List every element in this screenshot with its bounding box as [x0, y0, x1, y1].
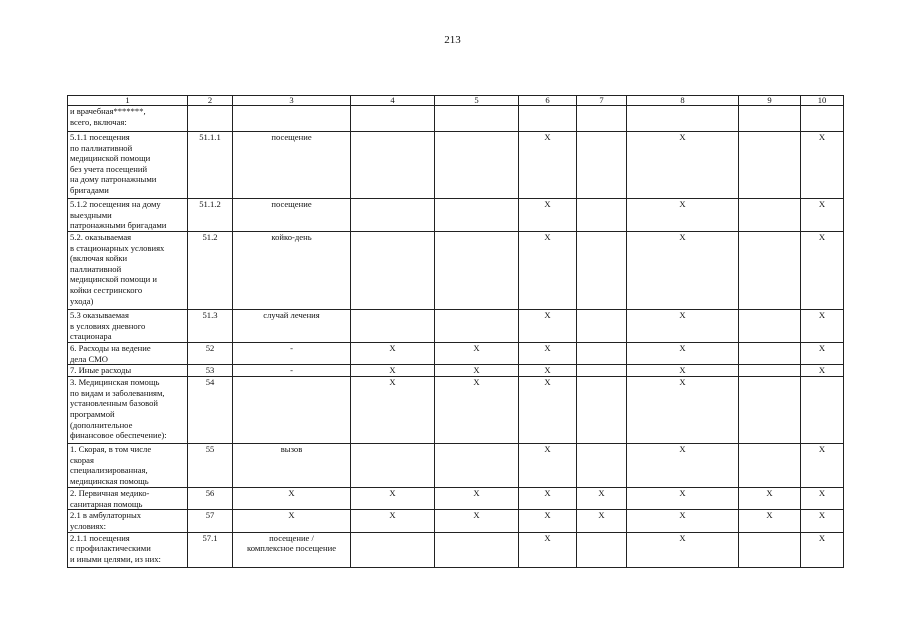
- table-cell: [577, 365, 627, 377]
- row-label: 7. Иные расходы: [68, 365, 188, 377]
- table-cell: X: [519, 132, 577, 199]
- unit-cell: койко-день: [233, 232, 351, 310]
- row-code: 55: [188, 444, 233, 488]
- table-cell: X: [627, 510, 739, 532]
- row-code: 56: [188, 488, 233, 510]
- table-row: [68, 310, 844, 343]
- row-code: 51.2: [188, 232, 233, 310]
- row-code: 51.1.2: [188, 199, 233, 232]
- row-label: и врачебная*******, всего, включая:: [68, 106, 188, 132]
- table-cell: X: [627, 444, 739, 488]
- row-code: 52: [188, 343, 233, 365]
- table-cell: X: [351, 488, 435, 510]
- table-cell: [351, 199, 435, 232]
- column-header: 5: [435, 96, 519, 106]
- table-row: [68, 488, 844, 510]
- table-cell: X: [519, 377, 577, 444]
- table-cell: X: [801, 532, 844, 567]
- row-code: 53: [188, 365, 233, 377]
- table-cell: [577, 532, 627, 567]
- data-table: [67, 95, 844, 568]
- table-cell: X: [627, 199, 739, 232]
- row-label: 5.1.1 посещения по паллиативной медицинской помощи без учета посещений на дому патронажными бригадами: [68, 132, 188, 199]
- table-cell: [739, 132, 801, 199]
- table-cell: X: [519, 310, 577, 343]
- table-cell: X: [435, 510, 519, 532]
- unit-cell: X: [233, 510, 351, 532]
- table-cell: X: [351, 343, 435, 365]
- table-row: [68, 199, 844, 232]
- table-cell: X: [519, 343, 577, 365]
- unit-cell: -: [233, 365, 351, 377]
- table-cell: X: [435, 365, 519, 377]
- table-cell: [435, 310, 519, 343]
- table-cell: [577, 132, 627, 199]
- unit-cell: вызов: [233, 444, 351, 488]
- row-label: 2.1.1 посещения с профилактическими и иными целями, из них:: [68, 532, 188, 567]
- table-cell: X: [351, 377, 435, 444]
- table-cell: [739, 106, 801, 132]
- table-cell: X: [435, 488, 519, 510]
- row-label: 6. Расходы на ведение дела СМО: [68, 343, 188, 365]
- column-header: 3: [233, 96, 351, 106]
- row-code: 57.1: [188, 532, 233, 567]
- table-cell: [577, 232, 627, 310]
- table-cell: [351, 106, 435, 132]
- table-cell: X: [627, 132, 739, 199]
- table-cell: X: [435, 377, 519, 444]
- table-row: [68, 377, 844, 444]
- unit-cell: -: [233, 343, 351, 365]
- table-cell: [577, 444, 627, 488]
- unit-cell: [233, 377, 351, 444]
- table-cell: X: [627, 532, 739, 567]
- unit-cell: [233, 106, 351, 132]
- table-row: [68, 232, 844, 310]
- table-cell: X: [435, 343, 519, 365]
- table-cell: [739, 232, 801, 310]
- table-cell: [627, 106, 739, 132]
- table-cell: [577, 343, 627, 365]
- unit-cell: посещение: [233, 199, 351, 232]
- table-cell: X: [627, 310, 739, 343]
- table-cell: [801, 377, 844, 444]
- row-code: 51.3: [188, 310, 233, 343]
- table-cell: [435, 232, 519, 310]
- column-header: 6: [519, 96, 577, 106]
- table-cell: X: [351, 510, 435, 532]
- page-number: 213: [444, 34, 461, 46]
- row-label: 2. Первичная медико- санитарная помощь: [68, 488, 188, 510]
- table-row: [68, 532, 844, 567]
- table-cell: X: [519, 488, 577, 510]
- table-cell: X: [519, 232, 577, 310]
- row-label: 1. Скорая, в том числе скорая специализированная, медицинская помощь: [68, 444, 188, 488]
- table-cell: X: [519, 199, 577, 232]
- row-code: 51.1.1: [188, 132, 233, 199]
- row-label: 2.1 в амбулаторных условиях:: [68, 510, 188, 532]
- table-cell: [739, 377, 801, 444]
- table-cell: X: [519, 510, 577, 532]
- table-cell: [739, 532, 801, 567]
- column-header: 9: [739, 96, 801, 106]
- table-cell: [435, 106, 519, 132]
- row-label: 5.3 оказываемая в условиях дневного стационара: [68, 310, 188, 343]
- table-row: [68, 365, 844, 377]
- table-cell: X: [519, 444, 577, 488]
- table-cell: X: [739, 488, 801, 510]
- table-cell: [435, 132, 519, 199]
- table-cell: X: [627, 343, 739, 365]
- row-label: 5.1.2 посещения на дому выездными патронажными бригадами: [68, 199, 188, 232]
- table-row: [68, 343, 844, 365]
- table-cell: [577, 106, 627, 132]
- table-cell: X: [577, 510, 627, 532]
- table-cell: [351, 532, 435, 567]
- table-cell: [739, 199, 801, 232]
- table-cell: X: [801, 444, 844, 488]
- table-row: [68, 106, 844, 132]
- table-cell: [435, 532, 519, 567]
- table-cell: X: [351, 365, 435, 377]
- unit-cell: X: [233, 488, 351, 510]
- table-row: [68, 510, 844, 532]
- table-cell: X: [801, 488, 844, 510]
- column-header: 8: [627, 96, 739, 106]
- table-row: [68, 132, 844, 199]
- unit-cell: посещение / комплексное посещение: [233, 532, 351, 567]
- table-cell: X: [739, 510, 801, 532]
- header-row: [68, 96, 844, 106]
- row-code: 57: [188, 510, 233, 532]
- table-cell: X: [627, 232, 739, 310]
- table-cell: X: [801, 310, 844, 343]
- row-label: 3. Медицинская помощь по видам и заболеваниям, установленным базовой программой (дополнительное финансовое обеспечение):: [68, 377, 188, 444]
- table-cell: [351, 232, 435, 310]
- table-cell: X: [801, 365, 844, 377]
- column-header: 2: [188, 96, 233, 106]
- column-header: 1: [68, 96, 188, 106]
- table-cell: [739, 343, 801, 365]
- table-cell: [351, 310, 435, 343]
- table-cell: X: [801, 343, 844, 365]
- table-cell: X: [801, 510, 844, 532]
- table-cell: X: [801, 132, 844, 199]
- table-cell: X: [801, 232, 844, 310]
- table-cell: [577, 377, 627, 444]
- table-cell: X: [519, 532, 577, 567]
- table-cell: X: [801, 199, 844, 232]
- table-cell: [739, 310, 801, 343]
- table-cell: X: [627, 365, 739, 377]
- table-cell: X: [627, 488, 739, 510]
- row-code: 54: [188, 377, 233, 444]
- row-label: 5.2. оказываемая в стационарных условиях (включая койки паллиативной медицинской помощи и койки сестринского ухода): [68, 232, 188, 310]
- table-cell: [577, 310, 627, 343]
- unit-cell: случай лечения: [233, 310, 351, 343]
- table-cell: X: [627, 377, 739, 444]
- unit-cell: посещение: [233, 132, 351, 199]
- table-row: [68, 444, 844, 488]
- table-cell: [739, 365, 801, 377]
- column-header: 7: [577, 96, 627, 106]
- column-header: 4: [351, 96, 435, 106]
- table-cell: [351, 132, 435, 199]
- table-cell: [739, 444, 801, 488]
- table-cell: X: [577, 488, 627, 510]
- table-cell: [435, 199, 519, 232]
- table-cell: [519, 106, 577, 132]
- column-header: 10: [801, 96, 844, 106]
- table-cell: [801, 106, 844, 132]
- table-cell: [351, 444, 435, 488]
- table-cell: X: [519, 365, 577, 377]
- table-cell: [435, 444, 519, 488]
- table-cell: [577, 199, 627, 232]
- row-code: [188, 106, 233, 132]
